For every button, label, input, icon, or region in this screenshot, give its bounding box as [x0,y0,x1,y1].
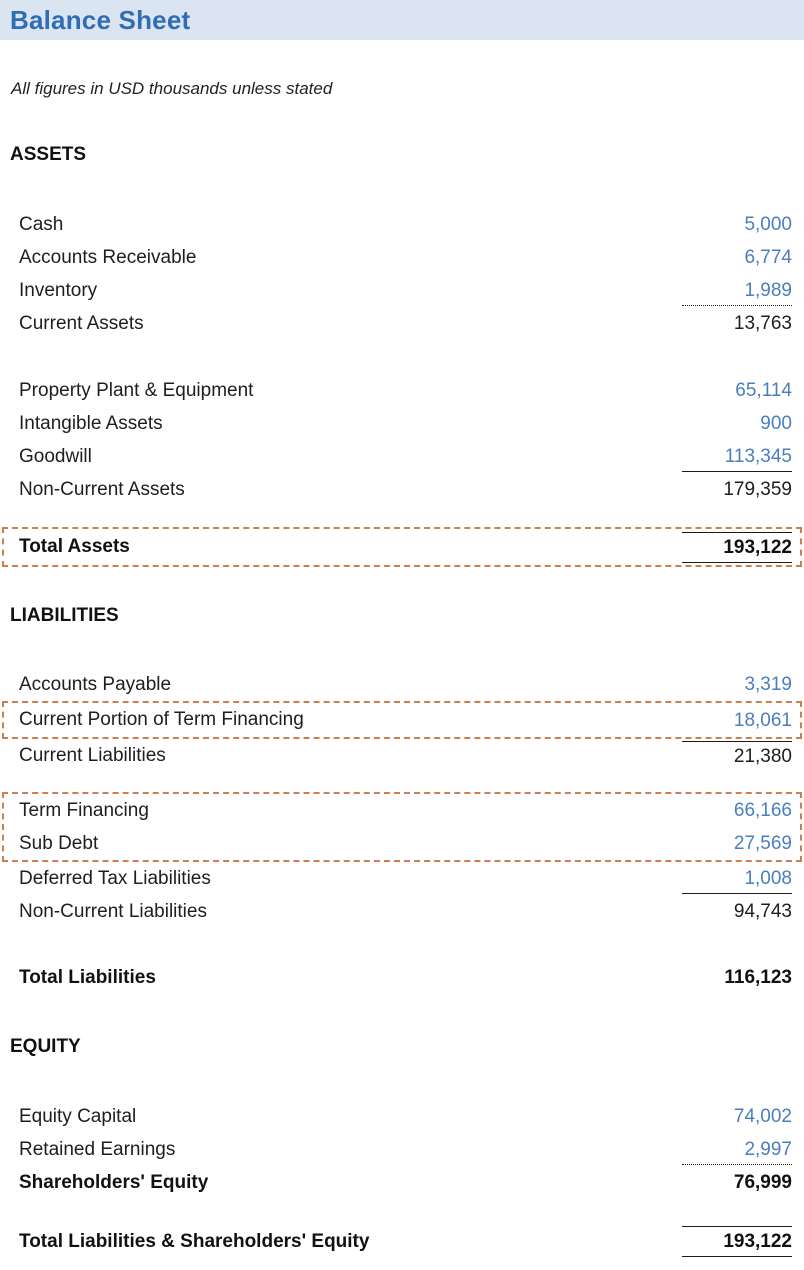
row-equity-capital [0,1100,804,1133]
non-current-liabilities-label: Non-Current Liabilities [19,901,207,922]
row-current-assets [0,307,804,340]
current-liabilities-value: 21,380 [682,741,792,771]
non-current-assets-value: 179,359 [723,479,792,500]
sub-debt-label: Sub Debt [19,833,99,854]
inventory-label: Inventory [19,280,98,301]
total-liabilities-value: 116,123 [724,967,792,988]
row-ppe [0,374,804,407]
equity-group [0,1100,804,1199]
page-title: Balance Sheet [10,4,191,35]
row-sub-debt [4,827,800,860]
current-portion-term-financing-value: 18,061 [733,709,792,731]
equity-capital-label: Equity Capital [19,1106,137,1127]
shareholders-equity-label: Shareholders' Equity [19,1172,209,1193]
title-band [0,0,804,40]
row-current-liabilities [0,739,804,772]
non-current-assets-group [0,374,804,506]
retained-earnings-label: Retained Earnings [19,1139,176,1160]
current-liabilities-group [0,668,804,772]
total-liabilities-and-equity-value: 193,122 [682,1226,792,1257]
units-note: All figures in USD thousands unless stated [11,79,333,98]
sub-debt-value: 27,569 [733,833,792,854]
term-financing-value: 66,166 [733,800,792,821]
current-liabilities-label: Current Liabilities [19,745,166,766]
total-assets-label: Total Assets [19,536,130,557]
row-non-current-liabilities [0,895,804,928]
accounts-receivable-value: 6,774 [744,247,792,268]
ppe-value: 65,114 [735,380,792,401]
intangible-assets-value: 900 [760,413,792,434]
shareholders-equity-value: 76,999 [733,1172,792,1193]
deferred-tax-liabilities-label: Deferred Tax Liabilities [19,868,211,889]
section-header-equity: EQUITY [10,1036,81,1057]
section-header-assets: ASSETS [10,144,87,165]
spacer [0,340,804,374]
retained-earnings-value: 2,997 [682,1135,792,1165]
row-inventory [0,274,804,307]
cash-value: 5,000 [744,214,792,235]
ppe-label: Property Plant & Equipment [19,380,254,401]
non-current-liabilities-value: 94,743 [733,901,792,922]
row-retained-earnings [0,1133,804,1166]
highlight-box-term-debt [2,792,802,862]
accounts-receivable-label: Accounts Receivable [19,247,197,268]
row-cash [0,208,804,241]
deferred-tax-liabilities-value: 1,008 [682,864,792,894]
row-total-liabilities-and-equity [0,1225,804,1258]
highlight-box-total-assets [2,527,802,567]
total-assets-value: 193,122 [682,532,792,563]
spacer [0,772,804,792]
current-assets-group [0,208,804,340]
row-current-portion-term-financing [4,703,800,737]
cash-label: Cash [19,214,64,235]
spacer [0,1199,804,1225]
row-goodwill [0,440,804,473]
spacer [0,928,804,961]
row-shareholders-equity [0,1166,804,1199]
row-total-assets [4,529,800,565]
section-header-liabilities: LIABILITIES [10,605,119,626]
goodwill-value: 113,345 [682,442,792,472]
row-total-liabilities [0,961,804,994]
row-deferred-tax-liabilities [0,862,804,895]
current-portion-term-financing-label: Current Portion of Term Financing [19,709,304,730]
row-accounts-payable [0,668,804,701]
intangible-assets-label: Intangible Assets [19,413,163,434]
accounts-payable-label: Accounts Payable [19,674,172,695]
highlight-box-current-portion-term-financing [2,701,802,739]
non-current-liabilities-group [0,862,804,928]
row-non-current-assets [0,473,804,506]
current-assets-label: Current Assets [19,313,144,334]
current-assets-value: 13,763 [733,313,792,334]
total-liabilities-label: Total Liabilities [19,967,156,988]
row-term-financing [4,794,800,827]
non-current-assets-label: Non-Current Assets [19,479,185,500]
row-intangible-assets [0,407,804,440]
inventory-value: 1,989 [682,276,792,306]
accounts-payable-value: 3,319 [744,674,792,695]
equity-capital-value: 74,002 [733,1106,792,1127]
row-accounts-receivable [0,241,804,274]
goodwill-label: Goodwill [19,446,92,467]
term-financing-label: Term Financing [19,800,149,821]
total-liabilities-and-equity-label: Total Liabilities & Shareholders' Equity [19,1231,370,1252]
